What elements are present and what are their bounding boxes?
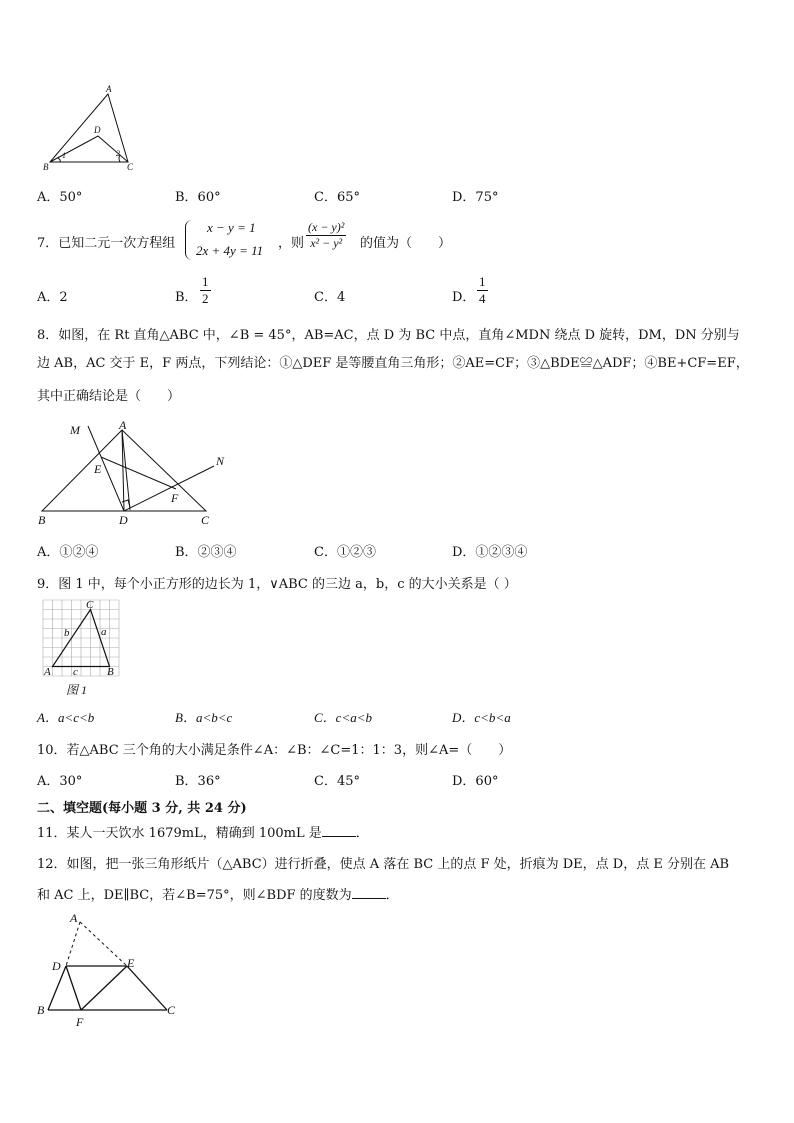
q7-equation-2: 2x + 4y = 11 <box>196 243 264 258</box>
q12-fold-figure <box>36 910 186 1030</box>
q12-figure-lines <box>48 922 167 1010</box>
q8-rotation-figure <box>36 418 246 528</box>
q7-option-c-value: 4 <box>336 290 346 305</box>
q12-label-e: E <box>127 956 135 970</box>
q7-option-a-label: A． <box>37 290 60 305</box>
q6-label-d: D <box>94 125 101 135</box>
q7-option-c-label: C． <box>314 290 337 305</box>
q7-option-b-label: B． <box>175 290 198 305</box>
q6-label-c: C <box>127 162 134 172</box>
q7-option-d-label: D． <box>452 290 476 305</box>
q12-label-f: F <box>76 1015 84 1029</box>
q12-label-d: D <box>52 959 61 973</box>
q8-right-angle-mark <box>122 500 130 507</box>
q9-label-side-a: a <box>101 626 107 638</box>
q12-segment-ef <box>81 966 127 1010</box>
q11-answer-blank[interactable] <box>322 824 356 837</box>
q9-option-b[interactable]: B．a<b<c <box>175 710 233 725</box>
q7-stem-suffix: 的值为（ ） <box>360 236 452 251</box>
q6-label-angle2: 2 <box>116 149 120 158</box>
q8-figure-lines <box>42 426 214 511</box>
q7-option-b-den: 2 <box>202 291 209 306</box>
q12-stem-line2: 和 AC 上，DE∥BC，若∠B=75°，则∠BDF 的度数为 <box>37 888 352 903</box>
q7-option-c[interactable] <box>314 286 345 305</box>
q10-option-b[interactable]: B．36° <box>175 774 221 789</box>
q8-label-c: C <box>201 513 210 527</box>
q11-stem: 11．某人一天饮水 1679mL，精确到 100mL 是 <box>37 826 322 841</box>
q7-option-a[interactable] <box>37 286 68 305</box>
q7-option-b[interactable] <box>175 286 198 305</box>
q8-option-a[interactable]: A．①②④ <box>37 545 99 560</box>
q7-equation-1: x − y = 1 <box>207 220 256 235</box>
q7-option-b-num: 1 <box>202 274 209 289</box>
q6-option-c[interactable]: C．65° <box>314 190 360 205</box>
q10-option-c[interactable]: C．45° <box>314 774 360 789</box>
q6-triangle-figure <box>36 86 146 172</box>
q7-fraction-numerator: (x − y)² <box>308 220 345 234</box>
q7-option-d-den: 4 <box>479 291 486 306</box>
q12-label-b: B <box>37 1003 45 1017</box>
q6-option-d[interactable]: D．75° <box>452 190 499 205</box>
q8-label-m: M <box>70 423 80 437</box>
q6-angle1-arc <box>58 158 60 162</box>
q8-option-c[interactable]: C．①②③ <box>314 545 376 560</box>
q11-stem-end: ． <box>355 826 369 841</box>
q9-label-b-vertex: B <box>107 666 114 678</box>
q12-line2 <box>37 884 399 903</box>
q9-label-side-b: b <box>64 627 70 639</box>
q12-answer-blank[interactable] <box>352 886 386 899</box>
q9-option-c[interactable]: C．c<a<b <box>314 710 372 725</box>
q10-option-a[interactable]: A．30° <box>37 774 83 789</box>
q7-option-d[interactable] <box>452 286 475 305</box>
q7-fraction-denominator: x² − y² <box>310 236 343 250</box>
q8-stem-line3: 其中正确结论是（ ） <box>37 389 181 404</box>
q7-option-d-num: 1 <box>479 274 486 289</box>
q8-stem-line1: 8．如图，在 Rt 直角△ABC 中，∠B = 45°，AB=AC，点 D 为 BC 中点，直角∠MDN 绕点 D 旋转，DM，DN 分别与 <box>37 328 740 343</box>
q12-side-ec <box>127 966 167 1010</box>
q6-option-a[interactable]: A．50° <box>37 190 83 205</box>
q7-stem-mid: ，则 <box>278 236 305 251</box>
q9-label-side-c: c <box>73 666 78 678</box>
q12-label-c: C <box>167 1003 176 1017</box>
q12-label-a: A <box>70 911 78 925</box>
q7-option-d-fraction <box>477 274 488 307</box>
q7-system-brace <box>185 220 192 260</box>
q10-option-d[interactable]: D．60° <box>452 774 499 789</box>
q8-label-e: E <box>94 462 102 476</box>
q9-label-a-vertex: A <box>44 666 51 678</box>
q6-label-b: B <box>43 162 49 172</box>
q8-label-f: F <box>171 491 179 505</box>
q7-fraction <box>306 220 346 251</box>
q8-option-d[interactable]: D．①②③④ <box>452 545 528 560</box>
section2-title: 二、填空题(每小题 3 分, 共 24 分) <box>37 801 247 816</box>
q9-grid-figure <box>40 598 124 698</box>
q9-caption: 图 1 <box>66 683 88 697</box>
q7-option-a-value: 2 <box>59 290 68 305</box>
q10-stem: 10．若△ABC 三个角的大小满足条件∠A：∠B：∠C=1：1：3，则∠A=（ ） <box>37 743 512 758</box>
q8-label-d: D <box>119 513 128 527</box>
q11-line <box>37 822 369 841</box>
q7-stem-prefix: 7．已知二元一次方程组 <box>37 236 176 251</box>
q12-dashed-ad <box>66 922 80 966</box>
q6-label-angle1: 1 <box>62 151 66 160</box>
q12-segment-df <box>66 966 81 1010</box>
q8-label-n: N <box>216 454 225 468</box>
q6-label-a: A <box>106 84 112 94</box>
q12-stem-line1: 12．如图，把一张三角形纸片（△ABC）进行折叠，使点 A 落在 BC 上的点 F 处，折痕为 DE，点 D，点 E 分别在 AB <box>37 857 730 872</box>
q7-option-b-fraction <box>200 274 211 307</box>
q6-option-b[interactable]: B．60° <box>175 190 221 205</box>
q8-option-b[interactable]: B．②③④ <box>175 545 237 560</box>
q8-stem-line2: 边 AB，AC 交于 E，F 两点，下列结论：①△DEF 是等腰直角三角形；②AE=CF；③△BDE≌△ADF；④BE+CF=EF， <box>37 356 749 371</box>
q12-dashed-ae <box>80 922 127 966</box>
q9-option-a[interactable]: A．a<c<b <box>37 710 95 725</box>
q9-stem: 9．图 1 中，每个小正方形的边长为 1，∨ABC 的三边 a，b，c 的大小关系是（ ） <box>37 577 517 592</box>
q8-label-b: B <box>38 513 46 527</box>
q9-option-d[interactable]: D．c<b<a <box>452 710 511 725</box>
q9-label-c-vertex: C <box>86 599 94 611</box>
q12-stem-line2-end: ． <box>385 888 399 903</box>
q8-label-a: A <box>119 418 127 432</box>
